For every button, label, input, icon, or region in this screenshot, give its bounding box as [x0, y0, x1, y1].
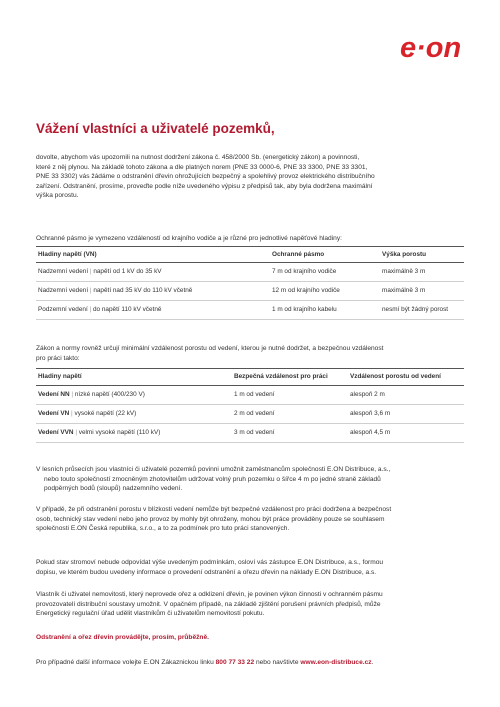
- forest-clearing-paragraph: V lesních průsecích jsou vlastníci či uživatelé pozemků povinni umožnit zaměstnancům společnosti E.ON Distribuce, a.s., nebo touto společností zmocněným zhotovitelům udržovat volný pruh pozemku o šířce 4 m po jedné straně základů podpěrných bodů (sloupů) nadzemního vedení.: [36, 466, 391, 493]
- safe-distance-section: [36, 344, 464, 443]
- table-row: Vedení NN | nízké napětí (400/230 V) 1 m od vedení alespoň 2 m: [36, 385, 464, 404]
- intro-paragraph: dovolte, abychom vás upozornili na nutnost dodržení zákona č. 458/2000 Sb. (energetický zákon) a povinnosti, které z něj plynou. Na základě tohoto zákona a dle platných norem (PNE 33 0000-6, PNE 33 3300, PNE 33 3301, PNE 33 3302) vás žádáme o odstranění dřevin ohrožujících bezpečný a spolehlivý provoz elektrického distribučního zařízení. Odstranění, prosíme, proveďte podle níže uvedeného výpisu z předpisů tak, aby byla dodržena maximální výška porostu.: [36, 154, 375, 200]
- safe-distance-table: [36, 368, 464, 443]
- eon-logo-text: e·on: [400, 33, 462, 63]
- safety-paragraph: V případě, že při odstranění porostu v blízkosti vedení nemůže být bezpečné vzdálenost pro práci dodržena a bezpečnost osob, technický stav vedení nebo jeho provoz by mohly být ohroženy, mohou být práce prováděny pouze se souhlasem společnosti E.ON Česká republika, s.r.o., a to za podmínek pro tuto práci stanovených.: [36, 506, 392, 533]
- protection-zone-section: [36, 234, 464, 320]
- protection-zone-intro: Ochranné pásmo je vymezeno vzdáleností od krajního vodiče a je různé pro jednotlivé napěťové hladiny:: [36, 235, 342, 242]
- table-row: Podzemní vedení | do napětí 110 kV včetně 1 m od krajního kabelu nesmí být žádný porost: [36, 301, 464, 320]
- inspection-paragraph: Pokud stav stromoví nebude odpovídat výše uvedeným podmínkám, osloví vás zástupce E.ON Distribuce, a.s., formou dopisu, ve kterém budou uvedeny informace o provedení odstranění a ořezu dřevin na náklady E.ON Distribuce, a.s.: [36, 559, 384, 576]
- table-row: Vedení VN | vysoké napětí (22 kV) 2 m od vedení alespoň 3,6 m: [36, 404, 464, 423]
- phone-number: 800 77 33 22: [215, 659, 255, 666]
- table-row: Nadzemní vedení | napětí nad 35 kV do 110 kV včetně 12 m od krajního vodiče maximálně 3 m: [36, 282, 464, 301]
- contact-line: Pro případné další informace volejte E.ON Zákaznickou linku 800 77 33 22 nebo navštivte www.eon-distribuce.cz.: [36, 659, 374, 666]
- table-row: Vedení VVN | velmi vysoké napětí (110 kV) 3 m od vedení alespoň 4,5 m: [36, 423, 464, 442]
- website-link[interactable]: www.eon-distribuce.cz: [300, 659, 372, 666]
- obligation-paragraph: Vlastník či uživatel nemovitosti, který neprovede ořez a odklizení dřevin, je povinen výkon činnosti v ochranném pásmu provozovatelí distribuční soustavy umožnit. V opačném případě, na základě zjištění porušení právních předpisů, může Energetický regulační úřad udělit vlastníkům či uživatelům nemovitostí pokutu.: [36, 591, 383, 618]
- safe-distance-intro: Zákon a normy rovněž určují minimální vzdálenost porostu od vedení, kterou je nutné dodržet, a bezpečnou vzdálenost pro práci takto:: [36, 345, 384, 362]
- table-header-row: Hladiny napětí (VN) Ochranné pásmo Výška porostu: [36, 246, 464, 263]
- table-header-row: Hladiny napětí Bezpečná vzdálenost pro práci Vzdálenost porostu od vedení: [36, 369, 464, 386]
- page-title: Vážení vlastníci a uživatelé pozemků,: [36, 121, 275, 136]
- protection-zone-table: [36, 246, 464, 321]
- eon-logo: [400, 33, 480, 63]
- emphasis-line: Odstranění a ořez dřevin provádějte, prosím, průběžně.: [36, 634, 209, 641]
- table-row: Nadzemní vedení | napětí od 1 kV do 35 kV 7 m od krajního vodiče maximálně 3 m: [36, 263, 464, 282]
